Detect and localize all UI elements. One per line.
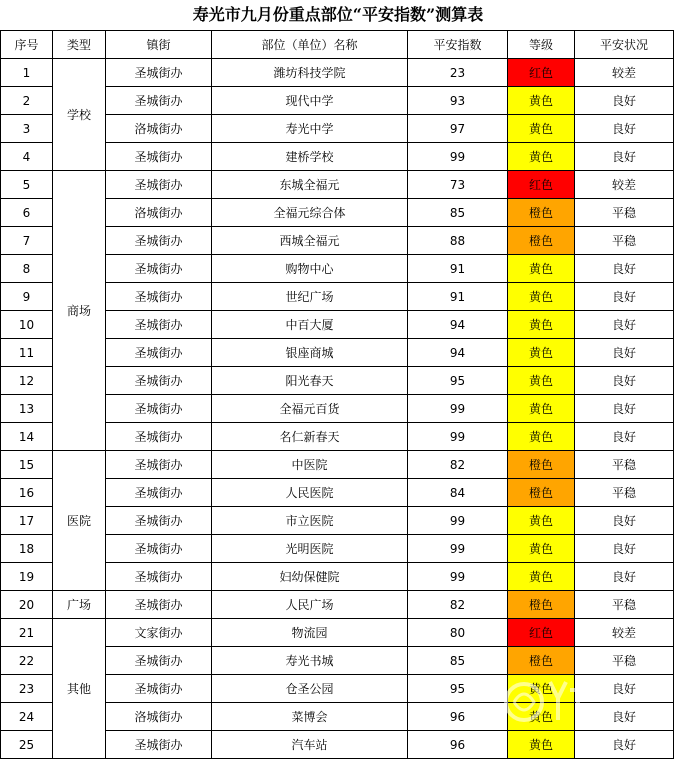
table-row [1,591,674,619]
town-cell: 圣城街办 [106,535,212,563]
row-number: 21 [1,619,53,647]
table-row [1,451,674,479]
town-cell: 圣城街办 [106,731,212,759]
safety-index-cell: 91 [408,255,508,283]
status-cell: 良好 [575,535,674,563]
grade-cell: 黄色 [508,535,575,563]
grade-cell: 红色 [508,59,575,87]
town-cell: 洛城街办 [106,115,212,143]
unit-name-cell: 建桥学校 [212,143,408,171]
grade-cell: 黄色 [508,731,575,759]
status-cell: 良好 [575,311,674,339]
row-number: 6 [1,199,53,227]
unit-name-cell: 寿光中学 [212,115,408,143]
grade-cell: 黄色 [508,507,575,535]
status-cell: 平稳 [575,647,674,675]
status-cell: 良好 [575,87,674,115]
status-cell: 平稳 [575,479,674,507]
row-number: 18 [1,535,53,563]
town-cell: 圣城街办 [106,451,212,479]
unit-name-cell: 世纪广场 [212,283,408,311]
safety-index-cell: 82 [408,451,508,479]
unit-name-cell: 全福元百货 [212,395,408,423]
status-cell: 良好 [575,395,674,423]
status-cell: 良好 [575,367,674,395]
unit-name-cell: 汽车站 [212,731,408,759]
town-cell: 圣城街办 [106,675,212,703]
town-cell: 圣城街办 [106,227,212,255]
grade-cell: 黄色 [508,311,575,339]
table-row [1,619,674,647]
unit-name-cell: 现代中学 [212,87,408,115]
grade-cell: 黄色 [508,367,575,395]
header-town: 镇街 [106,31,212,59]
safety-index-cell: 97 [408,115,508,143]
table-row [1,171,674,199]
row-number: 20 [1,591,53,619]
town-cell: 圣城街办 [106,563,212,591]
unit-name-cell: 人民医院 [212,479,408,507]
status-cell: 良好 [575,143,674,171]
header-row [1,31,674,59]
unit-name-cell: 人民广场 [212,591,408,619]
town-cell: 圣城街办 [106,395,212,423]
grade-cell: 橙色 [508,451,575,479]
town-cell: 圣城街办 [106,367,212,395]
status-cell: 良好 [575,255,674,283]
header-unit-name: 部位（单位）名称 [212,31,408,59]
town-cell: 文家街办 [106,619,212,647]
table-body [1,59,674,759]
row-number: 17 [1,507,53,535]
unit-name-cell: 东城全福元 [212,171,408,199]
grade-cell: 红色 [508,171,575,199]
unit-name-cell: 妇幼保健院 [212,563,408,591]
unit-name-cell: 物流园 [212,619,408,647]
town-cell: 圣城街办 [106,507,212,535]
safety-index-cell: 93 [408,87,508,115]
status-cell: 良好 [575,675,674,703]
header-index: 平安指数 [408,31,508,59]
row-number: 15 [1,451,53,479]
row-number: 25 [1,731,53,759]
row-number: 14 [1,423,53,451]
unit-name-cell: 银座商城 [212,339,408,367]
row-number: 13 [1,395,53,423]
safety-index-cell: 99 [408,423,508,451]
grade-cell: 黄色 [508,143,575,171]
row-number: 19 [1,563,53,591]
category-type: 医院 [53,451,106,591]
grade-cell: 橙色 [508,199,575,227]
safety-index-cell: 85 [408,199,508,227]
town-cell: 洛城街办 [106,703,212,731]
town-cell: 圣城街办 [106,479,212,507]
row-number: 11 [1,339,53,367]
grade-cell: 橙色 [508,227,575,255]
safety-index-cell: 85 [408,647,508,675]
category-type: 商场 [53,171,106,451]
status-cell: 较差 [575,59,674,87]
safety-index-cell: 99 [408,507,508,535]
row-number: 10 [1,311,53,339]
unit-name-cell: 光明医院 [212,535,408,563]
unit-name-cell: 潍坊科技学院 [212,59,408,87]
town-cell: 圣城街办 [106,591,212,619]
status-cell: 良好 [575,423,674,451]
safety-index-cell: 99 [408,563,508,591]
unit-name-cell: 寿光书城 [212,647,408,675]
grade-cell: 黄色 [508,115,575,143]
safety-index-cell: 23 [408,59,508,87]
safety-index-cell: 84 [408,479,508,507]
unit-name-cell: 市立医院 [212,507,408,535]
row-number: 24 [1,703,53,731]
grade-cell: 黄色 [508,675,575,703]
town-cell: 圣城街办 [106,255,212,283]
town-cell: 圣城街办 [106,647,212,675]
grade-cell: 橙色 [508,591,575,619]
grade-cell: 黄色 [508,255,575,283]
row-number: 4 [1,143,53,171]
town-cell: 圣城街办 [106,171,212,199]
safety-index-cell: 96 [408,703,508,731]
safety-index-cell: 80 [408,619,508,647]
unit-name-cell: 中医院 [212,451,408,479]
table-title: 寿光市九月份重点部位“平安指数”测算表 [192,5,484,24]
unit-name-cell: 名仁新春天 [212,423,408,451]
unit-name-cell: 中百大厦 [212,311,408,339]
row-number: 1 [1,59,53,87]
town-cell: 圣城街办 [106,87,212,115]
safety-index-cell: 99 [408,535,508,563]
category-type: 广场 [53,591,106,619]
status-cell: 良好 [575,703,674,731]
grade-cell: 红色 [508,619,575,647]
status-cell: 平稳 [575,451,674,479]
unit-name-cell: 阳光春天 [212,367,408,395]
row-number: 16 [1,479,53,507]
status-cell: 良好 [575,731,674,759]
row-number: 5 [1,171,53,199]
status-cell: 良好 [575,507,674,535]
safety-index-cell: 73 [408,171,508,199]
grade-cell: 黄色 [508,339,575,367]
grade-cell: 黄色 [508,395,575,423]
row-number: 3 [1,115,53,143]
header-no: 序号 [1,31,53,59]
status-cell: 平稳 [575,227,674,255]
unit-name-cell: 全福元综合体 [212,199,408,227]
town-cell: 圣城街办 [106,311,212,339]
safety-index-cell: 99 [408,143,508,171]
grade-cell: 黄色 [508,703,575,731]
status-cell: 较差 [575,619,674,647]
unit-name-cell: 购物中心 [212,255,408,283]
town-cell: 圣城街办 [106,143,212,171]
status-cell: 良好 [575,115,674,143]
row-number: 7 [1,227,53,255]
row-number: 8 [1,255,53,283]
status-cell: 良好 [575,283,674,311]
row-number: 22 [1,647,53,675]
safety-index-cell: 94 [408,311,508,339]
header-status: 平安状况 [575,31,674,59]
safety-index-table [0,30,674,759]
safety-index-cell: 94 [408,339,508,367]
grade-cell: 黄色 [508,283,575,311]
status-cell: 良好 [575,339,674,367]
safety-index-cell: 82 [408,591,508,619]
category-type: 其他 [53,619,106,759]
town-cell: 洛城街办 [106,199,212,227]
row-number: 23 [1,675,53,703]
grade-cell: 黄色 [508,423,575,451]
grade-cell: 黄色 [508,87,575,115]
unit-name-cell: 仓圣公园 [212,675,408,703]
header-grade: 等级 [508,31,575,59]
row-number: 2 [1,87,53,115]
row-number: 9 [1,283,53,311]
grade-cell: 橙色 [508,479,575,507]
safety-index-cell: 91 [408,283,508,311]
town-cell: 圣城街办 [106,423,212,451]
town-cell: 圣城街办 [106,283,212,311]
safety-index-cell: 99 [408,395,508,423]
safety-index-cell: 95 [408,675,508,703]
safety-index-cell: 88 [408,227,508,255]
safety-index-cell: 96 [408,731,508,759]
status-cell: 平稳 [575,591,674,619]
town-cell: 圣城街办 [106,339,212,367]
unit-name-cell: 菜博会 [212,703,408,731]
header-type: 类型 [53,31,106,59]
grade-cell: 黄色 [508,563,575,591]
unit-name-cell: 西城全福元 [212,227,408,255]
category-type: 学校 [53,59,106,171]
status-cell: 平稳 [575,199,674,227]
status-cell: 良好 [575,563,674,591]
grade-cell: 橙色 [508,647,575,675]
row-number: 12 [1,367,53,395]
table-row [1,59,674,87]
status-cell: 较差 [575,171,674,199]
safety-index-cell: 95 [408,367,508,395]
town-cell: 圣城街办 [106,59,212,87]
